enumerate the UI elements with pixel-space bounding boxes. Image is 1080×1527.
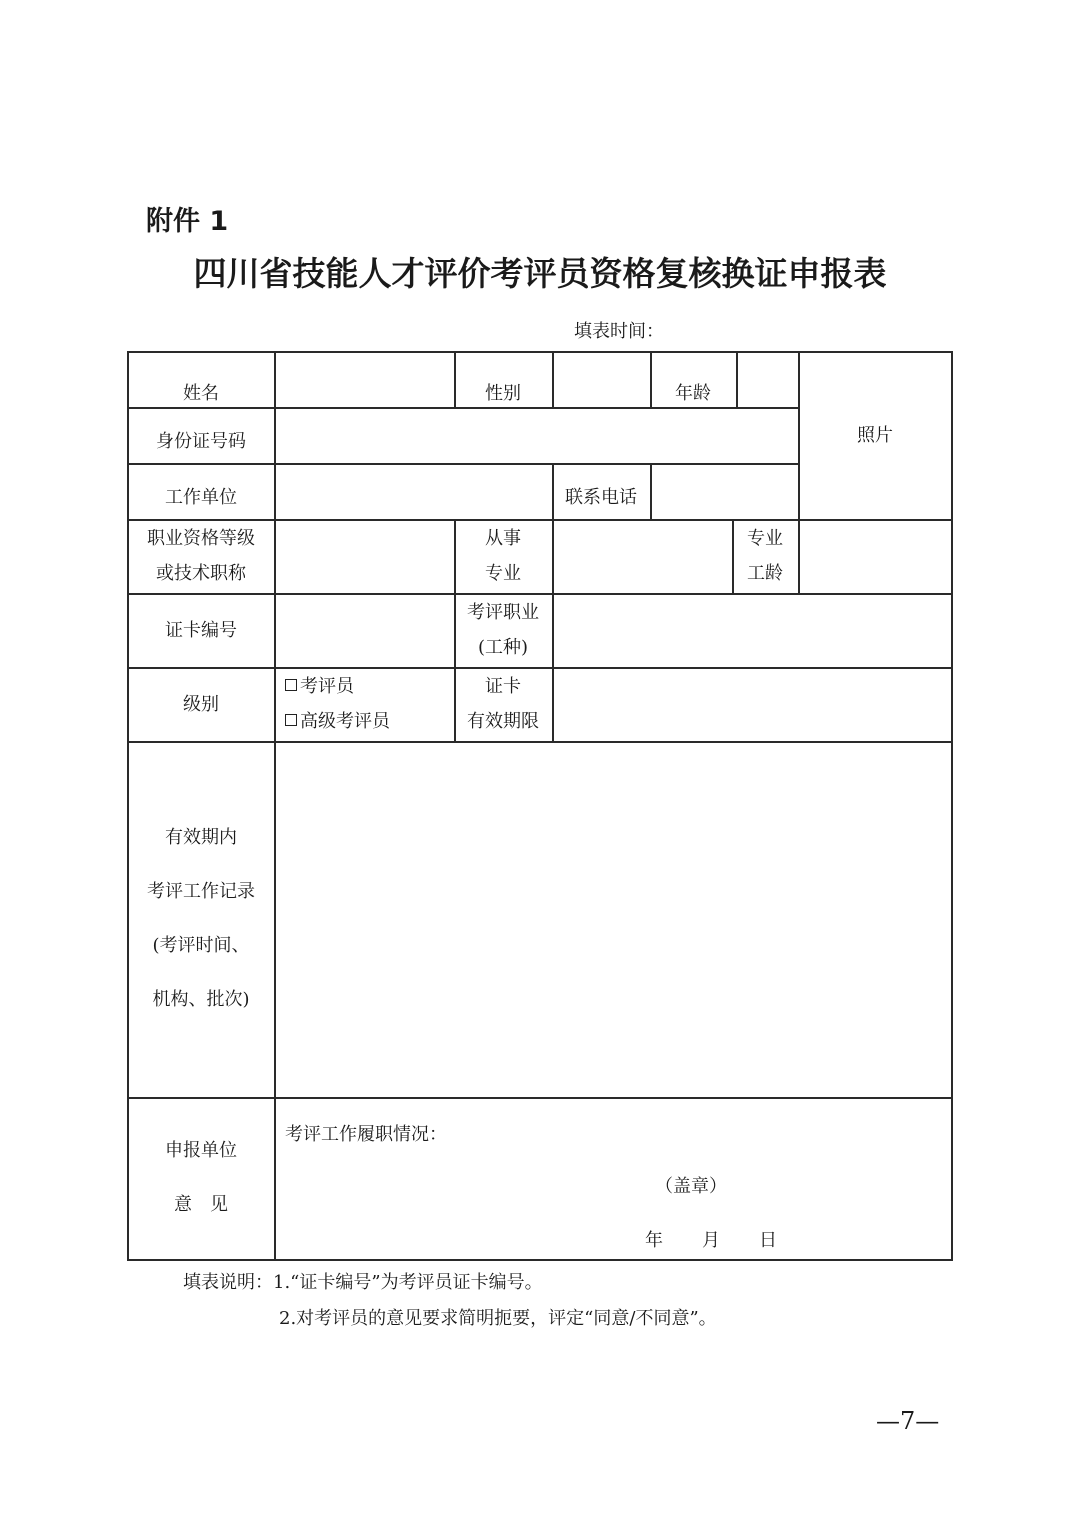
- cert-number-label: 证卡编号: [165, 619, 237, 641]
- work-years-field[interactable]: [798, 519, 951, 593]
- gender-label: 性别: [485, 382, 521, 404]
- opinion-field[interactable]: [275, 1097, 951, 1259]
- gender-field[interactable]: [552, 351, 650, 407]
- opinion-label: 申报单位 意 见: [165, 1140, 237, 1215]
- page-number: —7—: [876, 1407, 940, 1435]
- qualification-field[interactable]: [275, 519, 454, 593]
- phone-field[interactable]: [650, 463, 798, 519]
- date-year-label: 年: [645, 1230, 663, 1251]
- photo-label: 照片: [857, 424, 893, 446]
- attachment-label: 附件 1: [146, 206, 229, 237]
- eval-occupation-field[interactable]: [552, 593, 951, 667]
- photo-box[interactable]: [799, 351, 951, 519]
- phone-label: 联系电话: [565, 486, 637, 508]
- record-field[interactable]: [275, 741, 951, 1097]
- checkbox-icon[interactable]: [285, 679, 297, 691]
- name-label: 姓名: [183, 382, 219, 404]
- age-field[interactable]: [736, 351, 798, 407]
- cert-number-field[interactable]: [275, 593, 454, 667]
- table-border-bottom: [127, 1259, 953, 1261]
- record-label: 有效期内 考评工作记录 (考评时间、 机构、批次): [147, 827, 255, 1010]
- application-form-table: [127, 351, 953, 1261]
- form-title: 四川省技能人才评价考评员资格复核换证申报表: [193, 254, 887, 293]
- age-label: 年龄: [675, 382, 711, 404]
- level-option-evaluator[interactable]: 考评员: [285, 669, 354, 704]
- table-border-right: [951, 351, 953, 1261]
- occupation-label: 从事 专业: [485, 528, 521, 584]
- checkbox-icon[interactable]: [285, 714, 297, 726]
- eval-occupation-label: 考评职业 (工种): [467, 602, 539, 658]
- seal-label: （盖章）: [655, 1176, 727, 1197]
- employer-label: 工作单位: [165, 486, 237, 508]
- work-years-label: 专业 工龄: [747, 528, 783, 584]
- occupation-field[interactable]: [552, 519, 732, 593]
- name-field[interactable]: [275, 351, 454, 407]
- id-number-label: 身份证号码: [156, 430, 246, 452]
- validity-label: 证卡 有效期限: [467, 676, 539, 732]
- date-day-label: 日: [759, 1230, 777, 1251]
- fill-instruction-1: 填表说明：1.“证卡编号”为考评员证卡编号。: [183, 1272, 543, 1293]
- level-label: 级别: [183, 693, 219, 715]
- level-option-senior-evaluator[interactable]: 高级考评员: [285, 704, 390, 739]
- level-options: [275, 667, 454, 741]
- fill-time-label: 填表时间：: [574, 321, 664, 342]
- validity-field[interactable]: [552, 667, 951, 741]
- id-number-field[interactable]: [275, 407, 798, 463]
- qualification-label: 职业资格等级 或技术职称: [147, 528, 255, 584]
- duty-label: 考评工作履职情况：: [285, 1124, 447, 1145]
- fill-instruction-prefix: 填表说明：: [183, 1272, 273, 1293]
- fill-instruction-2: 2.对考评员的意见要求简明扼要，评定“同意/不同意”。: [279, 1308, 717, 1329]
- date-month-label: 月: [702, 1230, 720, 1251]
- employer-field[interactable]: [275, 463, 552, 519]
